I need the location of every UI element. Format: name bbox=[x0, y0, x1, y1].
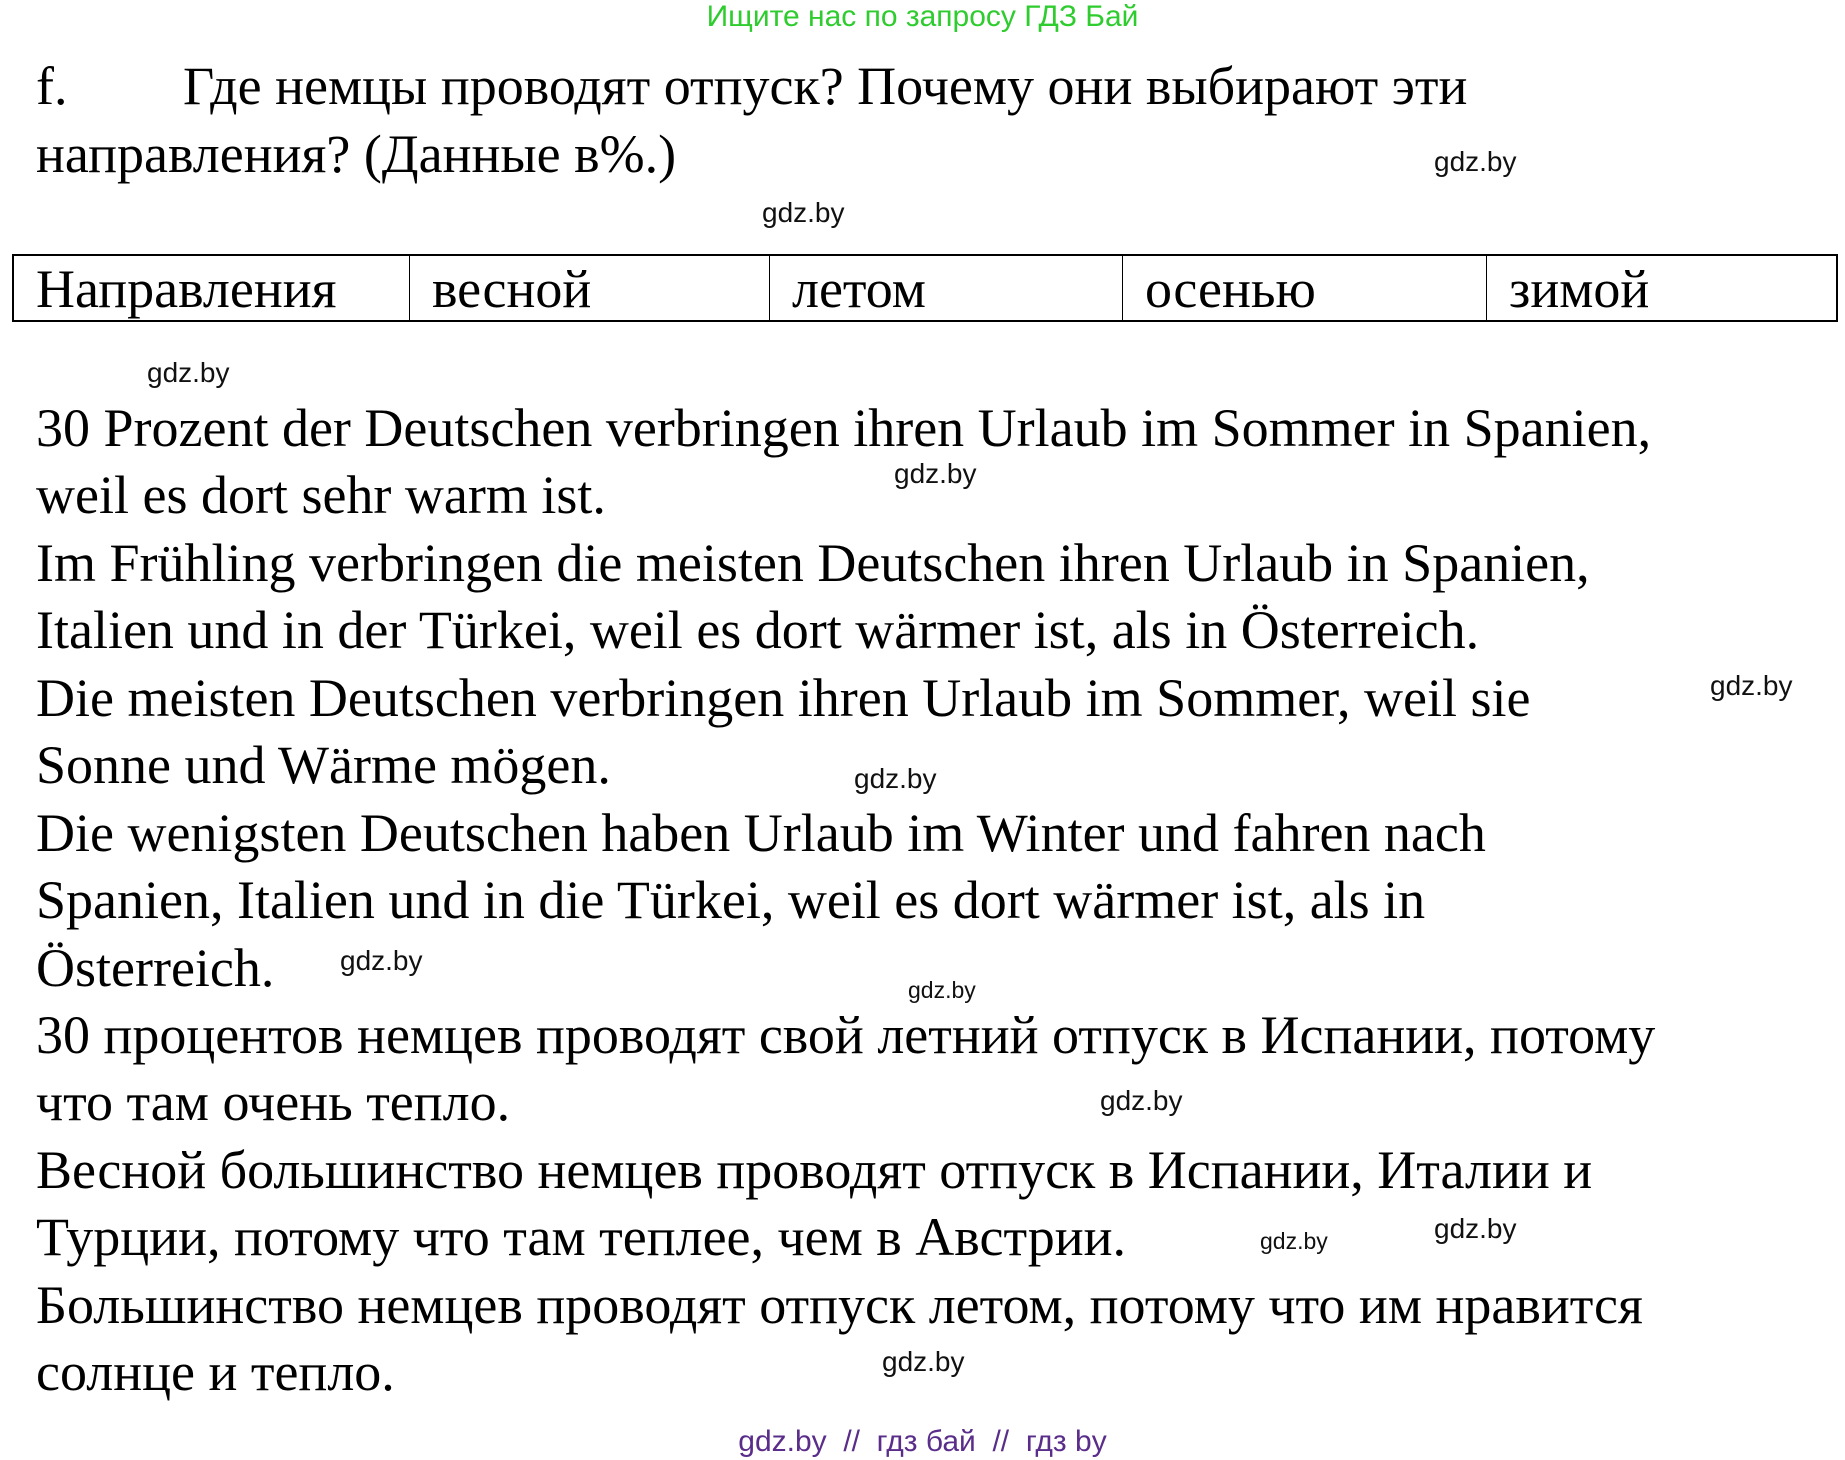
answer-line: Spanien, Italien und in die Türkei, weil es dort wärmer ist, als in bbox=[36, 870, 1426, 930]
answer-line: Sonne und Wärme mögen. bbox=[36, 735, 611, 795]
answer-line: Italien und in der Türkei, weil es dort wärmer ist, als in Österreich. bbox=[36, 600, 1480, 660]
watermark: gdz.by bbox=[340, 945, 423, 976]
watermark: gdz.by bbox=[908, 977, 976, 1003]
answer-line: Die meisten Deutschen verbringen ihren Urlaub im Sommer, weil sie bbox=[36, 668, 1531, 728]
search-hint-banner: Ищите нас по запросу ГДЗ Бай bbox=[706, 0, 1139, 33]
answer-line: что там очень тепло. bbox=[36, 1072, 511, 1132]
answer-line: Турции, потому что там теплее, чем в Австрии. bbox=[36, 1207, 1126, 1267]
answer-line: солнце и тепло. bbox=[36, 1342, 395, 1402]
directions-table bbox=[12, 254, 1838, 322]
answer-line: Весной большинство немцев проводят отпуск в Испании, Италии и bbox=[36, 1140, 1593, 1200]
watermark: gdz.by bbox=[762, 197, 845, 228]
answer-line: Большинство немцев проводят отпуск летом, потому что им нравится bbox=[36, 1275, 1643, 1335]
watermark: gdz.by bbox=[147, 357, 230, 388]
answer-line: weil es dort sehr warm ist. bbox=[36, 465, 606, 525]
footer-links: gdz.by // гдз бай // гдз by bbox=[738, 1425, 1107, 1458]
table-header-directions: Направления bbox=[36, 259, 337, 319]
table-header-autumn: осенью bbox=[1122, 256, 1486, 320]
watermark: gdz.by bbox=[1710, 670, 1793, 701]
watermark: gdz.by bbox=[1434, 146, 1517, 177]
watermark: gdz.by bbox=[882, 1346, 965, 1377]
answer-line: Österreich. bbox=[36, 938, 275, 998]
watermark: gdz.by bbox=[1434, 1213, 1517, 1244]
table-header-winter: зимой bbox=[1486, 256, 1836, 320]
table-header-summer: летом bbox=[769, 256, 1122, 320]
task-question-line-2: направления? (Данные в%.) bbox=[36, 124, 677, 184]
watermark: gdz.by bbox=[1260, 1228, 1328, 1254]
answer-line: Die wenigsten Deutschen haben Urlaub im Winter und fahren nach bbox=[36, 803, 1486, 863]
answer-line: 30 процентов немцев проводят свой летний отпуск в Испании, потому bbox=[36, 1005, 1656, 1065]
answer-line: Im Frühling verbringen die meisten Deutschen ihren Urlaub in Spanien, bbox=[36, 533, 1590, 593]
watermark: gdz.by bbox=[854, 763, 937, 794]
watermark: gdz.by bbox=[894, 458, 977, 489]
task-question-line-1: Где немцы проводят отпуск? Почему они выбирают эти bbox=[183, 56, 1468, 116]
watermark: gdz.by bbox=[1100, 1085, 1183, 1116]
task-letter: f. bbox=[36, 56, 68, 116]
answer-line: 30 Prozent der Deutschen verbringen ihren Urlaub im Sommer in Spanien, bbox=[36, 398, 1652, 458]
table-header-spring: весной bbox=[409, 256, 769, 320]
